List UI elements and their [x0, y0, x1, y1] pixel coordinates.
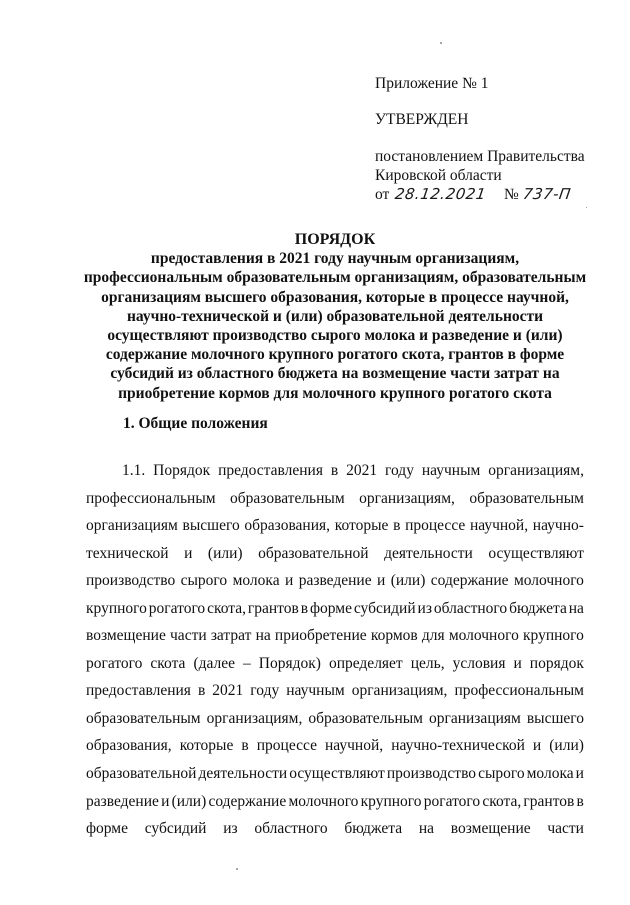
- word: рогатого: [86, 654, 143, 672]
- paragraph-line: [86, 650, 584, 678]
- word: молочного: [513, 572, 584, 590]
- word: рогатого: [148, 599, 206, 617]
- spacer: [375, 93, 615, 110]
- word: деятельности: [384, 544, 473, 562]
- word: грантов: [247, 599, 299, 617]
- word: на: [255, 627, 271, 645]
- word: областного: [433, 599, 508, 617]
- title-line: научно-технической и (или) образовательной деятельности: [126, 307, 544, 325]
- word: профессиональным: [86, 489, 216, 507]
- paragraph-line: [86, 732, 584, 760]
- word: профессиональным: [454, 682, 584, 700]
- paragraph-line: [86, 457, 584, 485]
- word: которые: [334, 517, 389, 535]
- word: процессе: [405, 517, 466, 535]
- paragraph-line: [86, 540, 584, 568]
- word: крупного: [360, 792, 422, 810]
- decree-date-number: [375, 185, 615, 204]
- word: 2021: [346, 462, 378, 479]
- word: из: [417, 599, 432, 617]
- word: кормов: [370, 627, 418, 645]
- word: научной,: [469, 517, 529, 535]
- paragraph-line: [86, 485, 584, 513]
- word: разведение: [86, 792, 159, 810]
- word: для: [421, 627, 445, 645]
- word: (далее: [193, 654, 235, 672]
- from-prefix: от: [375, 186, 390, 203]
- word: бюджета: [344, 820, 403, 838]
- body-paragraph: [86, 457, 584, 843]
- paragraph-line: [86, 705, 584, 733]
- word: содержание: [208, 792, 287, 810]
- title-line: организациям высшего образования, которые в процессе научной,: [101, 288, 569, 306]
- word: году: [385, 462, 414, 479]
- word: содержание: [430, 572, 509, 590]
- word: на: [568, 599, 584, 617]
- word: приобретение: [274, 627, 367, 645]
- document-title: [70, 230, 600, 403]
- paragraph-line: [86, 622, 584, 650]
- paragraph-line: [86, 512, 584, 540]
- word: скота: [150, 654, 186, 672]
- title-line: предоставления в 2021 году научным организациям,: [150, 250, 520, 268]
- title-line: приобретение кормов для молочного крупного рогатого скота: [118, 384, 552, 402]
- word: из: [223, 820, 238, 838]
- word: образования,: [244, 517, 331, 535]
- word: высшего: [526, 709, 584, 727]
- word: форме: [86, 820, 128, 838]
- word: 1.1.: [122, 462, 146, 479]
- word: образовательным: [230, 489, 345, 507]
- word: сырого: [180, 572, 228, 590]
- paragraph-line: [86, 567, 584, 595]
- word: технической: [86, 544, 169, 562]
- word: бюджета: [509, 599, 567, 617]
- word: грантов: [523, 792, 575, 810]
- word: организациям,: [206, 709, 303, 727]
- word: и: [161, 792, 170, 810]
- word: молока: [526, 765, 574, 783]
- word: осуществляют: [289, 765, 385, 783]
- word: предоставления: [218, 462, 323, 479]
- paragraph-line: [86, 595, 584, 623]
- word: году: [250, 682, 280, 700]
- word: образовательным: [308, 709, 423, 727]
- decree-line-2: Кировской области: [375, 167, 502, 184]
- scan-speck: [440, 42, 442, 44]
- scan-speck: [236, 868, 238, 870]
- word: образования,: [86, 737, 172, 755]
- word: и: [184, 544, 193, 562]
- word: (или): [549, 737, 584, 755]
- word: и: [513, 654, 522, 672]
- word: высшего: [182, 517, 240, 535]
- word: (или): [390, 572, 426, 590]
- word: на: [418, 820, 435, 838]
- word: образовательным: [469, 489, 584, 507]
- approved-label: УТВЕРЖДЕН: [375, 111, 469, 128]
- title-line: субсидий из областного бюджета на возмещение части затрат на: [110, 365, 560, 383]
- word: скота,: [482, 792, 522, 810]
- word: процессе: [256, 737, 317, 755]
- word: и: [284, 572, 294, 590]
- word: субсидий: [144, 820, 207, 838]
- word: и: [532, 737, 542, 755]
- word: деятельности: [198, 765, 288, 783]
- word: разведение: [298, 572, 372, 590]
- spacer: [375, 129, 615, 147]
- word: условия: [452, 654, 506, 672]
- word: организациям,: [488, 462, 584, 479]
- word: форме: [309, 599, 352, 617]
- word: –: [243, 654, 251, 672]
- word: в: [197, 682, 206, 700]
- word: образовательной: [258, 544, 369, 562]
- word: научно-: [532, 517, 584, 535]
- word: образовательным: [86, 709, 201, 727]
- word: в: [393, 517, 401, 535]
- word: возмещение: [450, 820, 531, 838]
- word: крупного: [86, 599, 147, 617]
- number-prefix: №: [503, 186, 519, 203]
- word: и: [575, 765, 584, 783]
- attachment-number: Приложение № 1: [375, 75, 489, 92]
- title-line: профессиональным образовательным организациям, образовательным: [83, 269, 587, 287]
- word: (или): [171, 792, 207, 810]
- word: в: [576, 792, 584, 810]
- section-heading: 1. Общие положения: [123, 415, 268, 432]
- title-main: ПОРЯДОК: [294, 231, 376, 248]
- handwritten-number: 737-П: [521, 185, 572, 203]
- paragraph-line: [86, 788, 584, 816]
- word: организациям: [428, 709, 521, 727]
- word: в: [330, 462, 339, 479]
- approval-stamp-block: [375, 74, 615, 204]
- word: организациям,: [359, 489, 455, 507]
- word: скота,: [207, 599, 246, 617]
- word: научной,: [325, 737, 384, 755]
- word: научным: [286, 682, 345, 700]
- word: производство: [86, 572, 176, 590]
- word: определяет: [328, 654, 403, 672]
- word: возмещение: [86, 627, 166, 645]
- word: цель,: [410, 654, 445, 672]
- word: и: [377, 572, 386, 590]
- word: 2021: [212, 682, 244, 700]
- word: в: [300, 599, 309, 617]
- word: научно-технической: [391, 737, 525, 755]
- word: части: [170, 627, 207, 645]
- title-line: содержание молочного крупного рогатого скота, грантов в форме: [105, 346, 565, 364]
- handwritten-date: 28.12.2021: [394, 185, 488, 203]
- decree-line-1: постановлением Правительства: [375, 148, 585, 165]
- word: научным: [421, 462, 481, 479]
- word: которые: [179, 737, 234, 755]
- paragraph-line: [86, 677, 584, 705]
- word: части: [547, 820, 584, 838]
- word: молочного: [448, 627, 519, 645]
- word: молочного: [288, 792, 359, 810]
- word: образовательной: [86, 765, 197, 783]
- word: (или): [207, 544, 243, 562]
- word: в: [241, 737, 249, 755]
- title-line: осуществляют производство сырого молока и разведение и (или): [107, 327, 563, 345]
- word: предоставления: [86, 682, 191, 700]
- scan-speck: [586, 207, 587, 208]
- word: субсидий: [353, 599, 416, 617]
- paragraph-line: [86, 760, 584, 788]
- word: крупного: [523, 627, 584, 645]
- paragraph-line: [86, 815, 584, 843]
- word: Порядок: [153, 462, 211, 479]
- word: организациям: [86, 517, 178, 535]
- word: рогатого: [423, 792, 481, 810]
- word: сырого: [478, 765, 525, 783]
- word: порядок: [529, 654, 584, 672]
- word: затрат: [210, 627, 252, 645]
- word: Порядок): [258, 654, 321, 672]
- word: молока: [232, 572, 280, 590]
- word: производство: [386, 765, 477, 783]
- word: областного: [254, 820, 328, 838]
- word: организациям,: [351, 682, 448, 700]
- word: осуществляют: [488, 544, 584, 562]
